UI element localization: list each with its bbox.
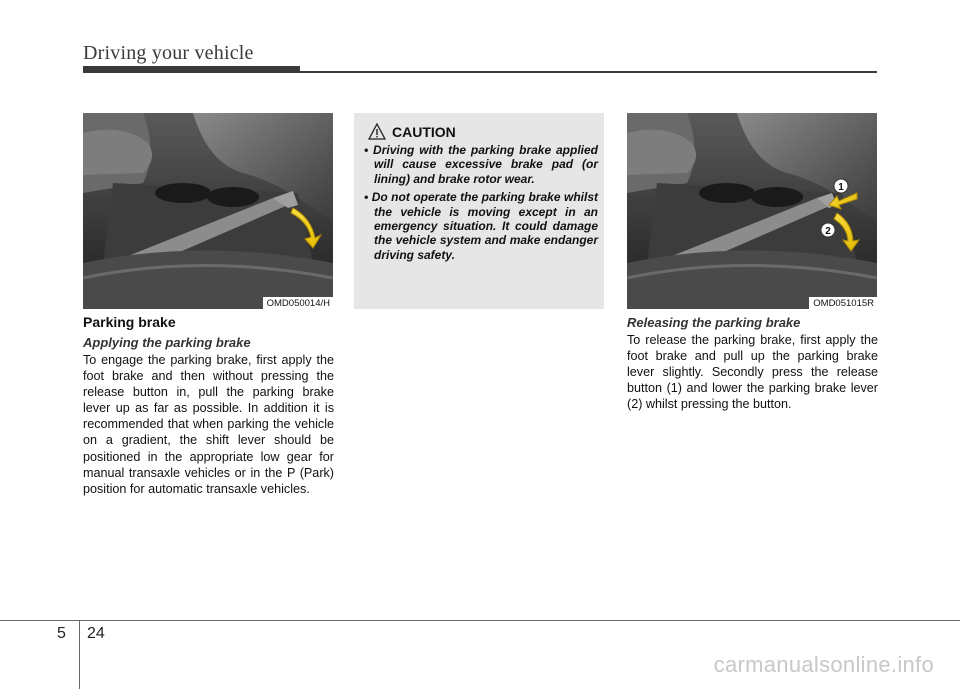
parking-brake-release-illustration [627,113,877,309]
parking-brake-release-photo [627,113,877,309]
caution-title: CAUTION [392,124,456,140]
caution-item: • Driving with the parking brake applied will cause excessive brake pad (or lining) and brake rotor wear. [364,143,598,186]
page-number: 24 [87,625,105,642]
subheading-release: Releasing the parking brake [627,315,801,330]
subheading-apply: Applying the parking brake [83,335,251,350]
chapter-number: 5 [57,625,66,642]
watermark: carmanualsonline.info [713,652,934,677]
footer-divider [79,621,80,689]
section-heading: Parking brake [83,314,176,330]
body-text-apply: To engage the parking brake, first apply the foot brake and then without pressing the release button in, pull the parking brake lever up as far as possible. In addition it is recommended that when parking the vehicle on a gradient, the shift lever should be positioned in the appropriate low gear for manual transaxle vehicles or in the P (Park) position for automatic transaxle vehicles. [83,353,334,496]
caution-box [354,113,604,309]
header-rule-accent [83,66,300,73]
body-text-release: To release the parking brake, first apply the foot brake and pull up the parking brake lever slightly. Secondly press the release button (1) and lower the parking brake lever (2) whilst pressing the button. [627,333,878,412]
caution-list [362,143,598,266]
page-header-title: Driving your vehicle [83,42,254,64]
figure-caption: OMD051015R [809,297,877,309]
caution-header [368,122,456,142]
footer-rule [0,620,960,621]
parking-brake-apply-photo [83,113,333,309]
caution-item: • Do not operate the parking brake whilst the vehicle is moving except in an emergency situation. It could damage the vehicle system and make endanger driving safety. [364,190,598,262]
parking-brake-illustration [83,113,333,309]
callout-2-label: 2 [825,226,831,237]
callout-1-label: 1 [838,182,844,193]
figure-caption: OMD050014/H [263,297,333,309]
warning-icon [368,123,386,141]
